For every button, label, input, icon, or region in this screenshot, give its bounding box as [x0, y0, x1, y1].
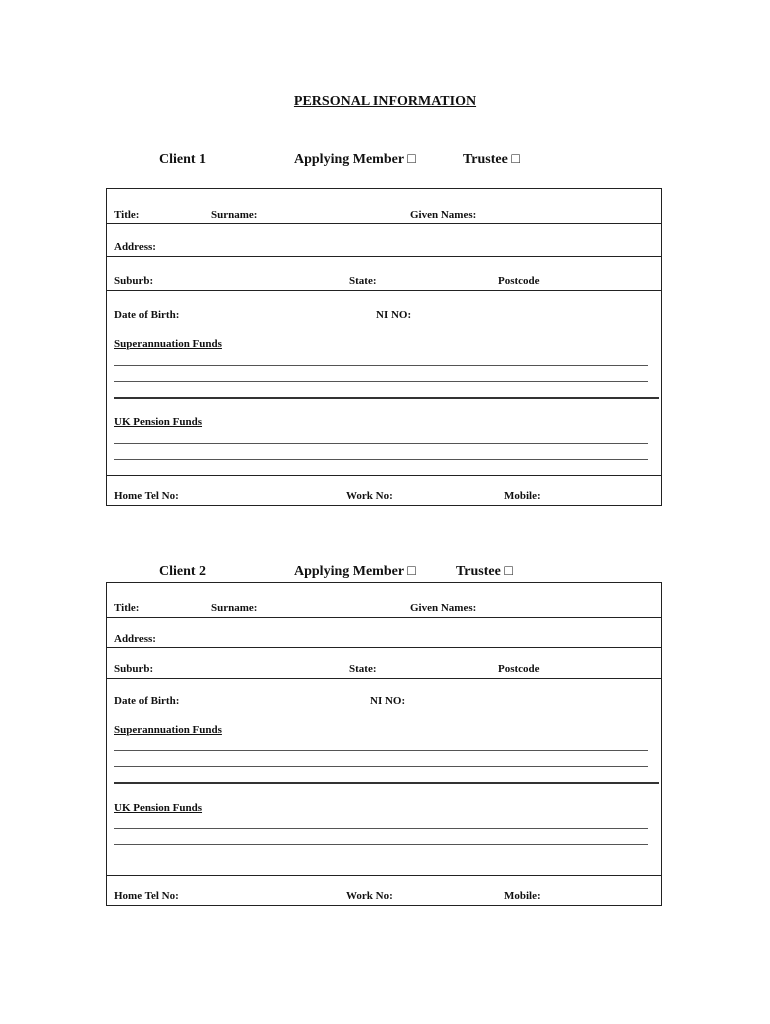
client-name: Client 2 — [159, 564, 207, 579]
section-divider — [114, 397, 659, 399]
dob-label: Date of Birth: — [114, 309, 180, 321]
super-funds-line-2[interactable] — [114, 381, 648, 382]
phone-row — [107, 475, 661, 505]
postcode-label: Postcode — [498, 663, 540, 675]
client-name: Client 1 — [159, 152, 207, 167]
super-funds-label: Superannuation Funds — [114, 338, 222, 350]
applying-member-checkbox[interactable]: Applying Member □ — [294, 152, 416, 167]
state-label: State: — [349, 663, 377, 675]
client-1-form — [106, 188, 662, 506]
details-section — [107, 290, 661, 476]
client-2-header — [0, 564, 770, 584]
suburb-label: Suburb: — [114, 275, 154, 287]
uk-funds-line-1[interactable] — [114, 443, 648, 444]
dob-label: Date of Birth: — [114, 695, 180, 707]
super-funds-line-1[interactable] — [114, 365, 648, 366]
super-funds-label: Superannuation Funds — [114, 724, 222, 736]
title-label: Title: — [114, 602, 140, 614]
phone-row — [107, 875, 661, 905]
home-tel-label: Home Tel No: — [114, 890, 179, 902]
address-row — [107, 617, 661, 648]
details-section — [107, 678, 661, 876]
suburb-label: Suburb: — [114, 663, 154, 675]
home-tel-label: Home Tel No: — [114, 490, 179, 502]
trustee-checkbox[interactable]: Trustee □ — [456, 564, 513, 579]
given-names-label: Given Names: — [410, 602, 477, 614]
given-names-label: Given Names: — [410, 209, 477, 221]
uk-funds-label: UK Pension Funds — [114, 802, 203, 814]
mobile-label: Mobile: — [504, 490, 541, 502]
name-row — [107, 583, 661, 618]
address-label: Address: — [114, 633, 156, 645]
suburb-row — [107, 256, 661, 291]
suburb-row — [107, 647, 661, 679]
uk-funds-label: UK Pension Funds — [114, 416, 203, 428]
surname-label: Surname: — [211, 209, 258, 221]
client-2-form — [106, 582, 662, 906]
title-label: Title: — [114, 209, 140, 221]
section-divider — [114, 782, 659, 784]
uk-funds-line-2[interactable] — [114, 844, 648, 845]
applying-member-checkbox[interactable]: Applying Member □ — [294, 564, 416, 579]
page-title: PERSONAL INFORMATION — [293, 94, 477, 109]
work-no-label: Work No: — [346, 490, 393, 502]
surname-label: Surname: — [211, 602, 258, 614]
name-row — [107, 189, 661, 224]
ni-label: NI NO: — [376, 309, 412, 321]
uk-funds-line-2[interactable] — [114, 459, 648, 460]
trustee-checkbox[interactable]: Trustee □ — [463, 152, 520, 167]
super-funds-line-2[interactable] — [114, 766, 648, 767]
uk-funds-line-1[interactable] — [114, 828, 648, 829]
address-label: Address: — [114, 241, 156, 253]
mobile-label: Mobile: — [504, 890, 541, 902]
super-funds-line-1[interactable] — [114, 750, 648, 751]
ni-label: NI NO: — [370, 695, 406, 707]
work-no-label: Work No: — [346, 890, 393, 902]
postcode-label: Postcode — [498, 275, 540, 287]
client-1-header — [0, 152, 770, 172]
address-row — [107, 223, 661, 257]
state-label: State: — [349, 275, 377, 287]
